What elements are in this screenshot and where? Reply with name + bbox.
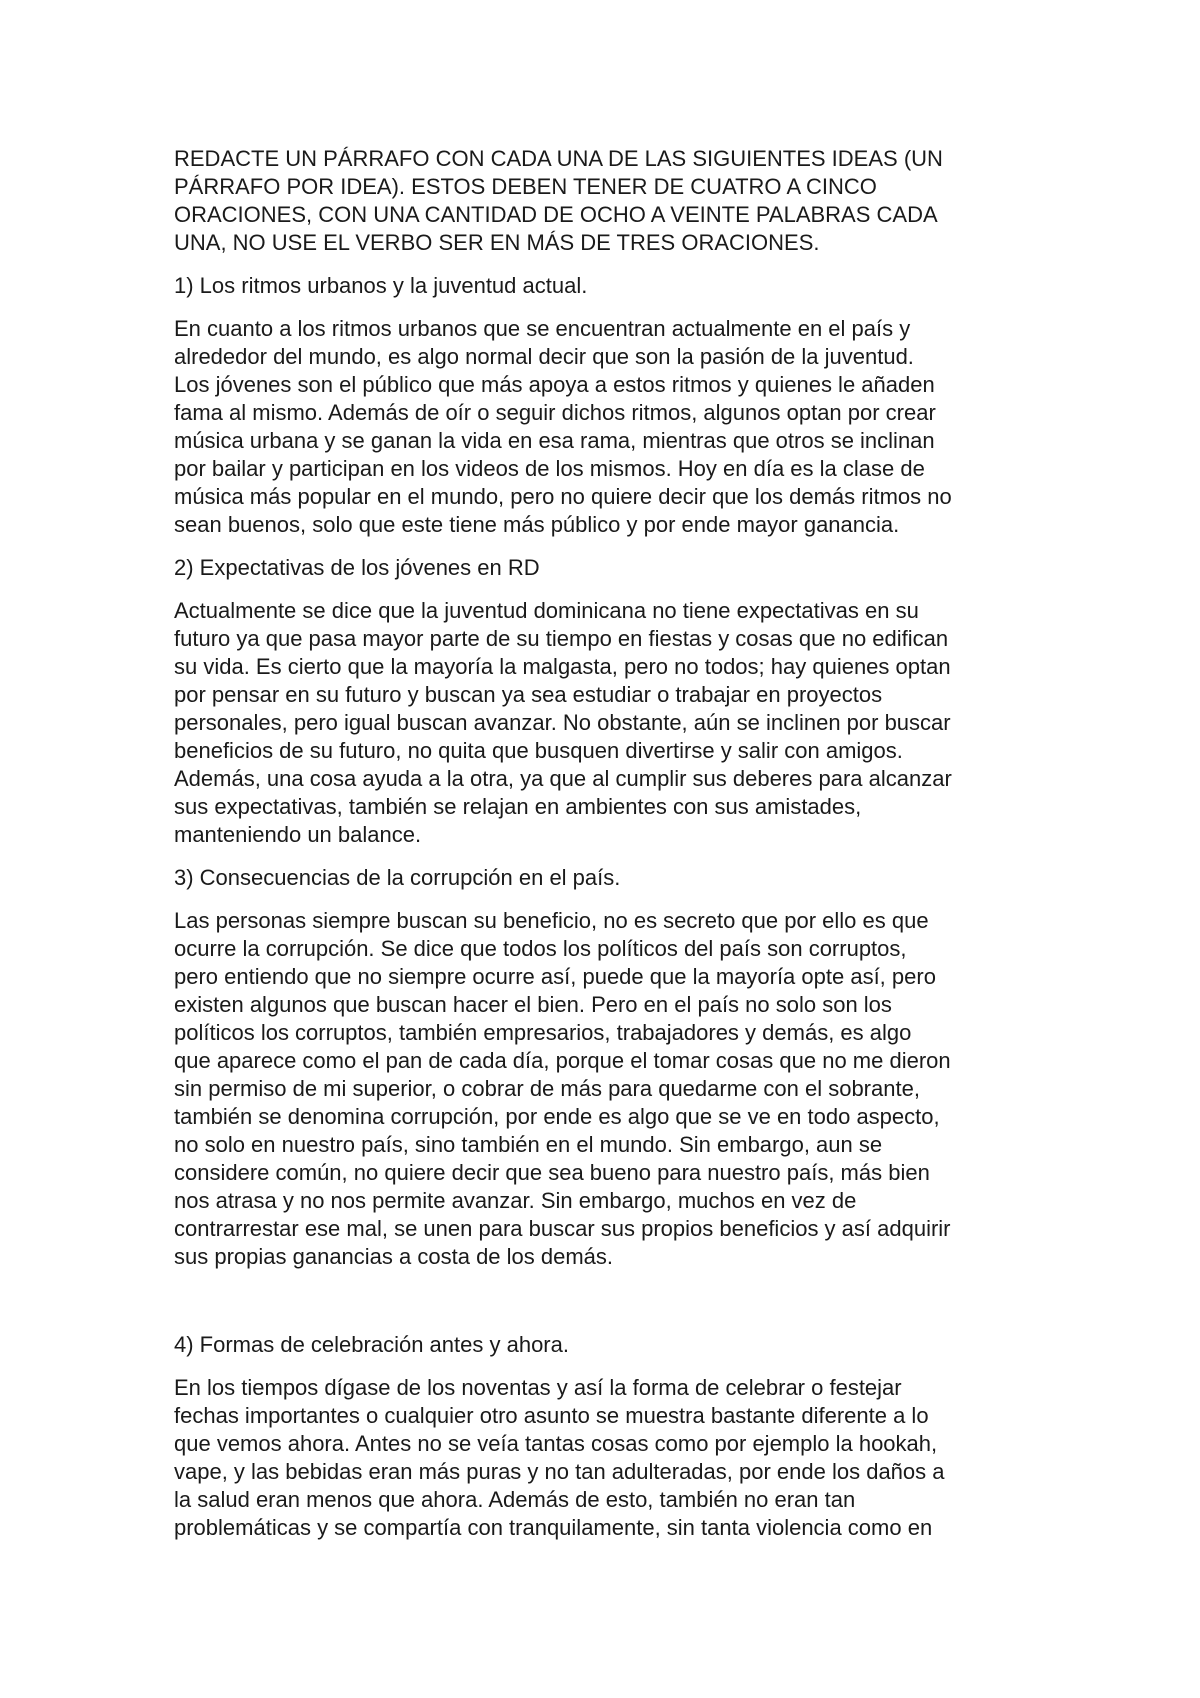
paragraph-line: sus propias ganancias a costa de los demás.: [174, 1244, 614, 1269]
paragraph-line: música más popular en el mundo, pero no quiere decir que los demás ritmos no: [174, 484, 952, 509]
paragraph-line: por bailar y participan en los videos de los mismos. Hoy en día es la clase de: [174, 456, 925, 481]
paragraph-line: Además, una cosa ayuda a la otra, ya que al cumplir sus deberes para alcanzar: [174, 766, 952, 791]
blank-spacer: [174, 1286, 1054, 1331]
section-heading-text: 2) Expectativas de los jóvenes en RD: [174, 555, 540, 580]
section-paragraph-1: [174, 315, 1054, 539]
paragraph-line: En los tiempos dígase de los noventas y así la forma de celebrar o festejar: [174, 1375, 902, 1400]
paragraph-line: vape, y las bebidas eran más puras y no tan adulteradas, por ende los daños a: [174, 1459, 945, 1484]
paragraph-line: la salud eran menos que ahora. Además de esto, también no eran tan: [174, 1487, 856, 1512]
section-heading-text: 3) Consecuencias de la corrupción en el país.: [174, 865, 621, 890]
section-heading-3: [174, 864, 1054, 892]
instructions-line: ORACIONES, CON UNA CANTIDAD DE OCHO A VEINTE PALABRAS CADA: [174, 202, 938, 227]
instructions-line: PÁRRAFO POR IDEA). ESTOS DEBEN TENER DE CUATRO A CINCO: [174, 174, 877, 199]
paragraph-line: nos atrasa y no nos permite avanzar. Sin embargo, muchos en vez de: [174, 1188, 857, 1213]
paragraph-line: también se denomina corrupción, por ende es algo que se ve en todo aspecto,: [174, 1104, 940, 1129]
paragraph-line: problemáticas y se compartía con tranquilamente, sin tanta violencia como en: [174, 1515, 933, 1540]
paragraph-line: ocurre la corrupción. Se dice que todos los políticos del país son corruptos,: [174, 936, 907, 961]
paragraph-line: futuro ya que pasa mayor parte de su tiempo en fiestas y cosas que no edifican: [174, 626, 949, 651]
paragraph-line: que vemos ahora. Antes no se veía tantas cosas como por ejemplo la hookah,: [174, 1431, 938, 1456]
section-paragraph-3: [174, 907, 1054, 1271]
paragraph-line: sin permiso de mi superior, o cobrar de más para quedarme con el sobrante,: [174, 1076, 920, 1101]
section-heading-text: 1) Los ritmos urbanos y la juventud actual.: [174, 273, 588, 298]
section-heading-1: [174, 272, 1054, 300]
section-paragraph-4: [174, 1374, 1054, 1542]
instructions-line: REDACTE UN PÁRRAFO CON CADA UNA DE LAS SIGUIENTES IDEAS (UN: [174, 146, 943, 171]
paragraph-line: por pensar en su futuro y buscan ya sea estudiar o trabajar en proyectos: [174, 682, 883, 707]
paragraph-line: pero entiendo que no siempre ocurre así, puede que la mayoría opte así, pero: [174, 964, 936, 989]
paragraph-line: no solo en nuestro país, sino también en el mundo. Sin embargo, aun se: [174, 1132, 883, 1157]
instructions-paragraph: [174, 145, 1054, 257]
paragraph-line: considere común, no quiere decir que sea bueno para nuestro país, más bien: [174, 1160, 930, 1185]
paragraph-line: sean buenos, solo que este tiene más público y por ende mayor ganancia.: [174, 512, 900, 537]
paragraph-line: beneficios de su futuro, no quita que busquen divertirse y salir con amigos.: [174, 738, 903, 763]
paragraph-line: sus expectativas, también se relajan en ambientes con sus amistades,: [174, 794, 862, 819]
paragraph-line: fechas importantes o cualquier otro asunto se muestra bastante diferente a lo: [174, 1403, 929, 1428]
paragraph-line: contrarrestar ese mal, se unen para buscar sus propios beneficios y así adquirir: [174, 1216, 951, 1241]
paragraph-line: personales, pero igual buscan avanzar. No obstante, aún se inclinen por buscar: [174, 710, 951, 735]
paragraph-line: alrededor del mundo, es algo normal decir que son la pasión de la juventud.: [174, 344, 914, 369]
section-heading-2: [174, 554, 1054, 582]
paragraph-line: En cuanto a los ritmos urbanos que se encuentran actualmente en el país y: [174, 316, 911, 341]
paragraph-line: Los jóvenes son el público que más apoya a estos ritmos y quienes le añaden: [174, 372, 935, 397]
paragraph-line: su vida. Es cierto que la mayoría la malgasta, pero no todos; hay quienes optan: [174, 654, 951, 679]
paragraph-line: manteniendo un balance.: [174, 822, 422, 847]
paragraph-line: políticos los corruptos, también empresarios, trabajadores y demás, es algo: [174, 1020, 912, 1045]
document-body: [174, 145, 1054, 1557]
paragraph-line: Las personas siempre buscan su beneficio, no es secreto que por ello es que: [174, 908, 929, 933]
instructions-line: UNA, NO USE EL VERBO SER EN MÁS DE TRES ORACIONES.: [174, 230, 820, 255]
section-heading-4: [174, 1331, 1054, 1359]
paragraph-line: que aparece como el pan de cada día, porque el tomar cosas que no me dieron: [174, 1048, 951, 1073]
section-heading-text: 4) Formas de celebración antes y ahora.: [174, 1332, 569, 1357]
paragraph-line: Actualmente se dice que la juventud dominicana no tiene expectativas en su: [174, 598, 919, 623]
section-paragraph-2: [174, 597, 1054, 849]
paragraph-line: existen algunos que buscan hacer el bien. Pero en el país no solo son los: [174, 992, 892, 1017]
paragraph-line: música urbana y se ganan la vida en esa rama, mientras que otros se inclinan: [174, 428, 935, 453]
paragraph-line: fama al mismo. Además de oír o seguir dichos ritmos, algunos optan por crear: [174, 400, 936, 425]
